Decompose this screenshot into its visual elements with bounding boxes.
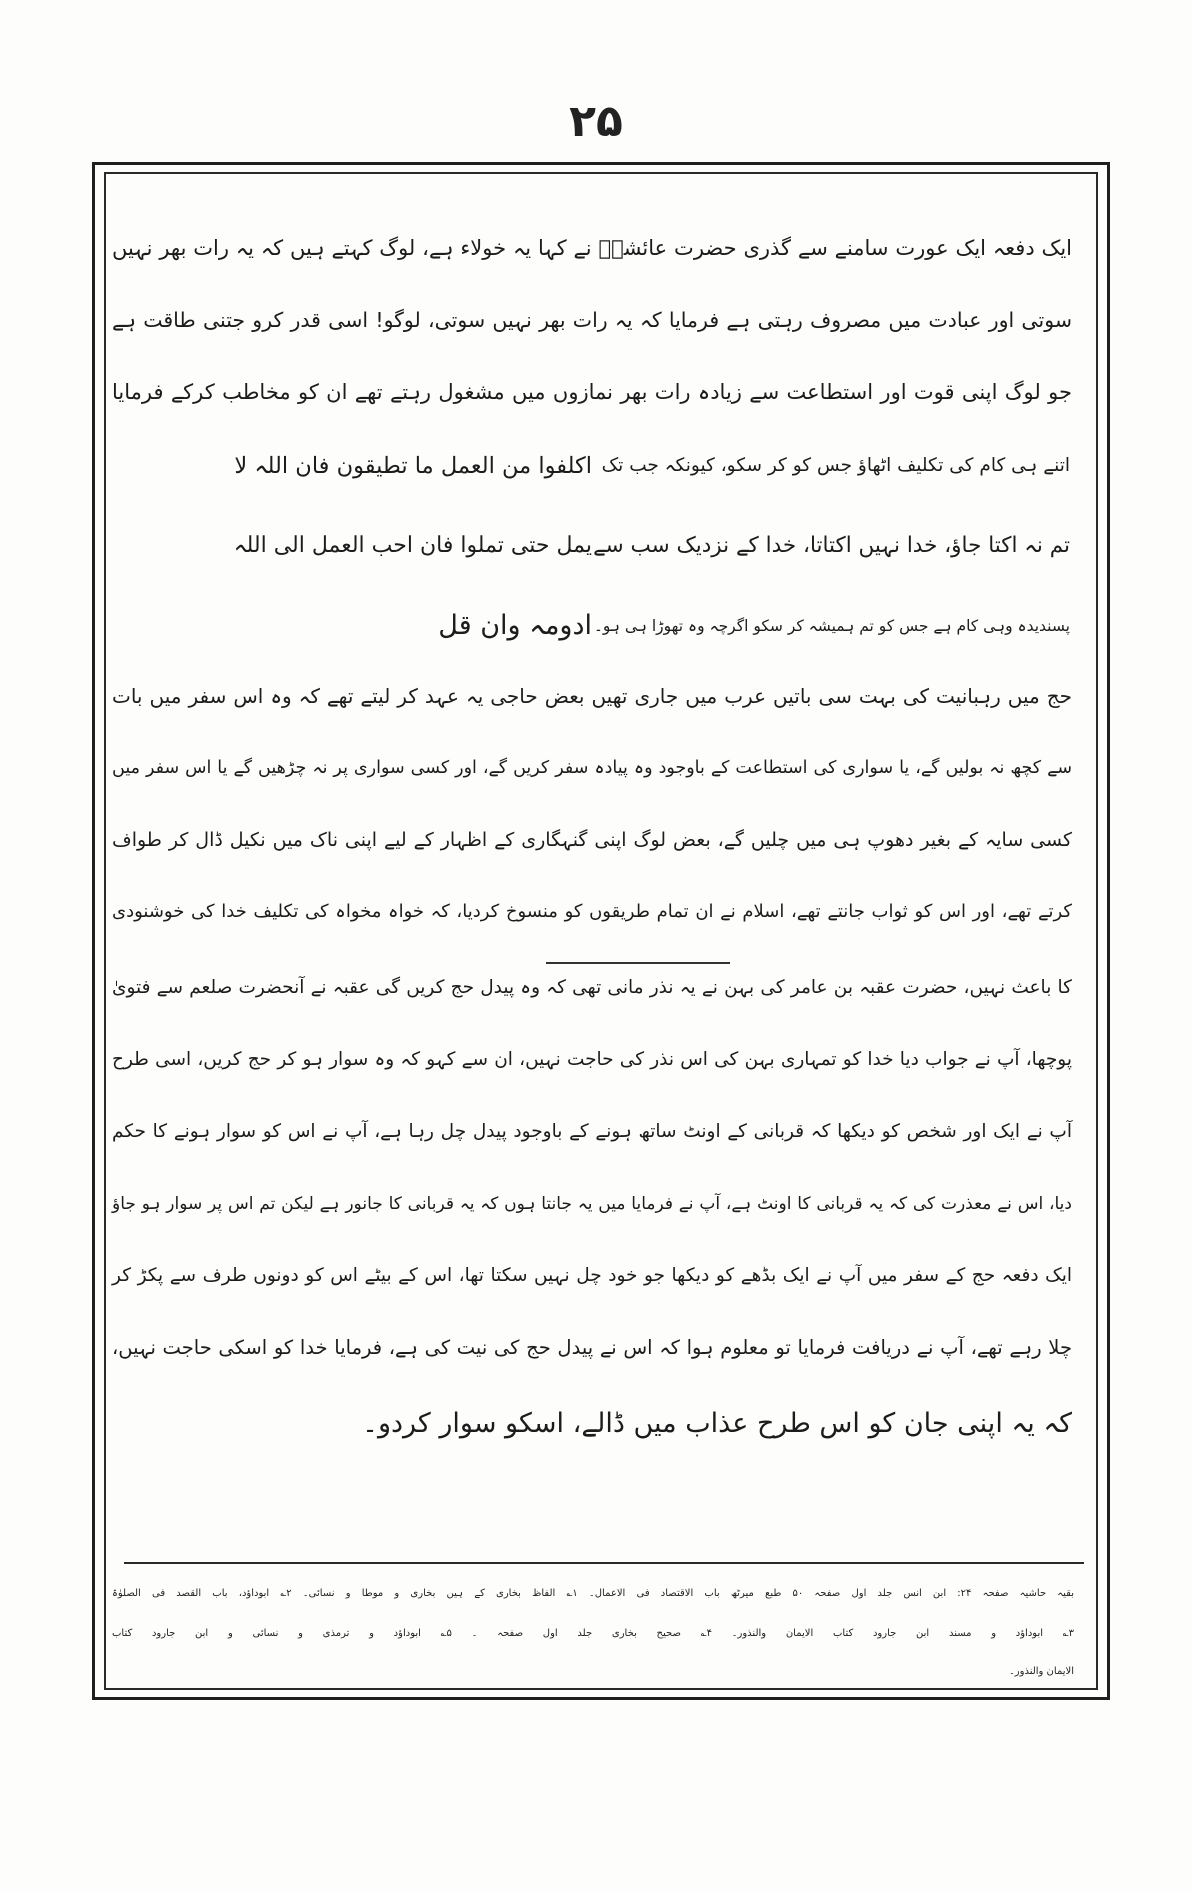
paragraph-line-6: پوچھا، آپ نے جواب دیا خدا کو تمہاری بہن کی اس نذر کی حاجت نہیں، ان سے کہو کہ وہ سوار ہو کر حج کریں، اسی طرح bbox=[112, 1049, 1072, 1070]
hadith-arabic-3: ادومہ وان قل bbox=[438, 610, 592, 641]
body-line-3: جو لوگ اپنی قوت اور استطاعت سے زیادہ رات بھر نمازوں میں مشغول رہتے تھے ان کو مخاطب کرکے فرمایا bbox=[112, 380, 1072, 404]
hadith-translation-2: تم نہ اکتا جاؤ، خدا نہیں اکتاتا، خدا کے نزدیک سب سے bbox=[593, 533, 1070, 558]
page-number: ۲۵ bbox=[569, 96, 623, 147]
hadith-translation-1: اتنے ہی کام کی تکلیف اٹھاؤ جس کو کر سکو، کیونکہ جب تک bbox=[601, 455, 1070, 476]
paragraph-line-4: کرتے تھے، اور اس کو ثواب جانتے تھے، اسلام نے ان تمام طریقوں کو منسوخ کردیا، کہ خواہ مخواہ کی تکلیف خدا کی خوشنودی bbox=[112, 901, 1072, 922]
paragraph-line-1: حج میں رہبانیت کی بہت سی باتیں عرب میں جاری تھیں بعض حاجی یہ عہد کر لیتے تھے کہ وہ اس سفر میں بات bbox=[112, 684, 1072, 708]
footnote-line-1: بقیہ حاشیہ صفحہ ۲۴: ابن انس جلد اول صفحہ ۵۰ طبع میرٹھ باب الاقتصاد فی الاعمال۔ ۱؎ الفاظ بخاری کے ہیں بخاری و موطا و نسائی۔ ۲؎ ابوداؤد، باب القصد فی الصلوٰۃ bbox=[112, 1588, 1075, 1599]
footnote-separator bbox=[124, 1562, 1084, 1564]
name-overline bbox=[546, 962, 730, 964]
paragraph-line-10: چلا رہے تھے، آپ نے دریافت فرمایا تو معلوم ہوا کہ اس نے پیدل حج کی نیت کی ہے، فرمایا خدا کو اسکی حاجت نہیں، bbox=[112, 1336, 1072, 1359]
footnote-line-3: الایمان والنذور۔ bbox=[1008, 1666, 1074, 1677]
hadith-arabic-2: یمل حتی تملوا فان احب العمل الی اللہ bbox=[233, 533, 592, 558]
paragraph-line-3: کسی سایہ کے بغیر دھوپ ہی میں چلیں گے، بعض لوگ اپنی گنہگاری کے اظہار کے لیے اپنی ناک میں نکیل ڈال کر طواف bbox=[112, 829, 1072, 851]
paragraph-line-2: سے کچھ نہ بولیں گے، یا سواری کی استطاعت کے باوجود وہ پیادہ سفر کریں گے، اور کسی سواری پر نہ چڑھیں گے یا اس سفر میں bbox=[112, 758, 1072, 778]
paragraph-line-9: ایک دفعہ حج کے سفر میں آپ نے ایک بڈھے کو دیکھا جو خود چل نہیں سکتا تھا، اس کے بیٹے اس کو دونوں طرف سے پکڑ کر bbox=[112, 1265, 1072, 1286]
paragraph-line-5: کا باعث نہیں، حضرت عقبہ بن عامر کی بہن نے یہ نذر مانی تھی کہ وہ پیدل حج کریں گی عقبہ نے آنحضرت صلعم سے فتویٰ bbox=[112, 977, 1072, 998]
footnote-line-2: ۳؎ ابوداؤد و مسند ابن جارود کتاب الایمان والنذور۔ ۴؎ صحیح بخاری جلد اول صفحہ ۔ ۵؎ ابوداؤد و ترمذی و نسائی و ابن جارود کتاب bbox=[112, 1628, 1074, 1639]
hadith-arabic-1: اکلفوا من العمل ما تطیقون فان اللہ لا bbox=[234, 453, 592, 479]
body-line-2: سوتی اور عبادت میں مصروف رہتی ہے فرمایا کہ یہ رات بھر نہیں سوتی، لوگو! اسی قدر کرو جتنی طاقت ہے bbox=[112, 308, 1072, 332]
paragraph-line-7: آپ نے ایک اور شخص کو دیکھا کہ قربانی کے اونٹ ساتھ ہونے کے باوجود پیدل چل رہا ہے، آپ نے اس کو سوار ہونے کا حکم bbox=[112, 1121, 1072, 1142]
paragraph-line-8: دیا، اس نے معذرت کی کہ یہ قربانی کا اونٹ ہے، آپ نے فرمایا میں یہ جانتا ہوں کہ یہ قربانی کا جانور ہے لیکن تم اس پر سوار ہو جاؤ bbox=[112, 1194, 1072, 1214]
body-line-1: ایک دفعہ ایک عورت سامنے سے گذری حضرت عائشہؓ نے کہا یہ خولاء ہے، لوگ کہتے ہیں کہ یہ رات بھر نہیں bbox=[112, 236, 1072, 260]
hadith-translation-3: پسندیدہ وہی کام ہے جس کو تم ہمیشہ کر سکو اگرچہ وہ تھوڑا ہی ہو۔ bbox=[593, 617, 1070, 635]
paragraph-line-11: کہ یہ اپنی جان کو اس طرح عذاب میں ڈالے، اسکو سوار کردو۔ bbox=[362, 1408, 1072, 1439]
